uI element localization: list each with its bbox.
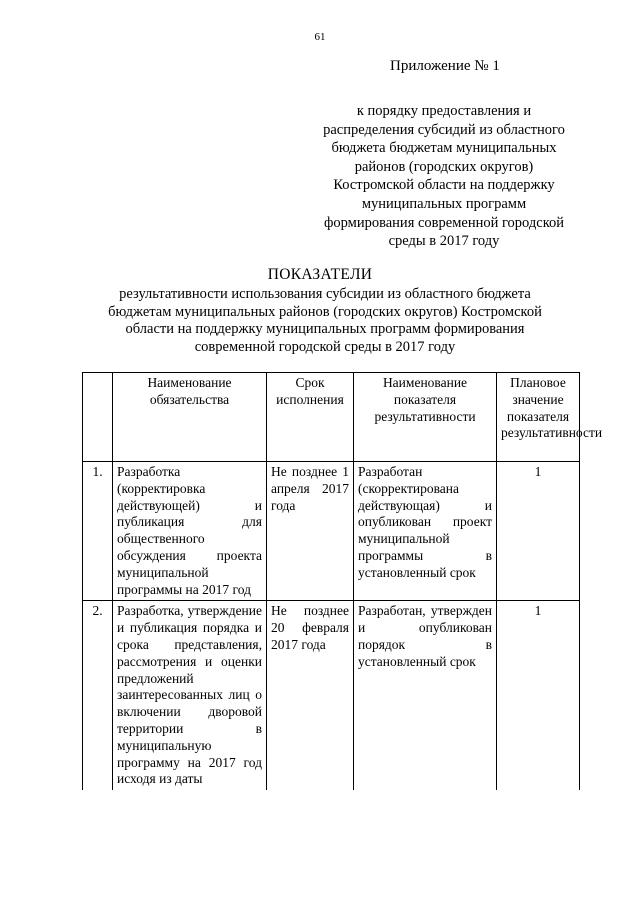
header-deadline: Срок исполнения (267, 373, 354, 462)
cell-obligation: Разработка (корректировка действующей) и публикация для общественного обсуждения проекта муниципальной программы на 2017 год (113, 462, 267, 601)
document-subtitle-line: современной городской среды в 2017 году (194, 338, 456, 355)
table-row (83, 601, 580, 790)
cell-num: 2. (83, 601, 113, 790)
appendix-subtitle-line: распределения субсидий из областного (323, 121, 565, 138)
document-subtitle-line: бюджетам муниципальных районов (городских округов) Костромской (108, 303, 542, 320)
document-subtitle-line: результативности использования субсидии из областного бюджета (119, 286, 531, 302)
cell-obligation: Разработка, утверждение и публикация порядка и срока представления, рассмотрения и оценки предложений заинтересованных лиц о включении дворовой территории в муниципальную программу на 2017 год исходя из даты (113, 601, 267, 790)
table-row (83, 462, 580, 601)
cell-value: 1 (497, 462, 580, 601)
document-subtitle-line: области на поддержку муниципальных программ формирования (125, 321, 525, 337)
header-indicator: Наименование показателя результативности (354, 373, 497, 462)
page-number: 61 (314, 31, 326, 43)
cell-deadline: Не позднее 20 февраля 2017 года (267, 601, 354, 790)
cell-num: 1. (83, 462, 113, 601)
appendix-subtitle-line: районов (городских округов) (354, 158, 534, 175)
appendix-subtitle-line: к порядку предоставления и (356, 103, 532, 119)
header-obligation: Наименование обязательства (113, 373, 267, 462)
cell-indicator: Разработан, утвержден и опубликован порядок в установленный срок (354, 601, 497, 790)
header-num (83, 373, 113, 462)
appendix-subtitle-line: формирования современной городской (323, 214, 565, 231)
appendix-subtitle (300, 102, 588, 251)
appendix-subtitle-line: Костромской области на поддержку (333, 177, 555, 194)
cell-value: 1 (497, 601, 580, 790)
indicators-table (82, 372, 603, 790)
cell-indicator: Разработан (скорректирована действующая) и опубликован проект муниципальной программы в установленный срок (354, 462, 497, 601)
cell-deadline: Не позднее 1 апреля 2017 года (267, 462, 354, 601)
appendix-title: Приложение № 1 (390, 58, 500, 74)
table-header-row (83, 373, 580, 462)
appendix-subtitle-line: бюджета бюджетам муниципальных (331, 140, 557, 157)
appendix-subtitle-line: муниципальных программ (361, 195, 527, 212)
document-subtitle (100, 286, 550, 356)
document-title: ПОКАЗАТЕЛИ (267, 266, 373, 283)
header-planned-value: Плановое значение показателя результативности (497, 373, 580, 462)
appendix-subtitle-line: среды в 2017 году (388, 233, 500, 250)
